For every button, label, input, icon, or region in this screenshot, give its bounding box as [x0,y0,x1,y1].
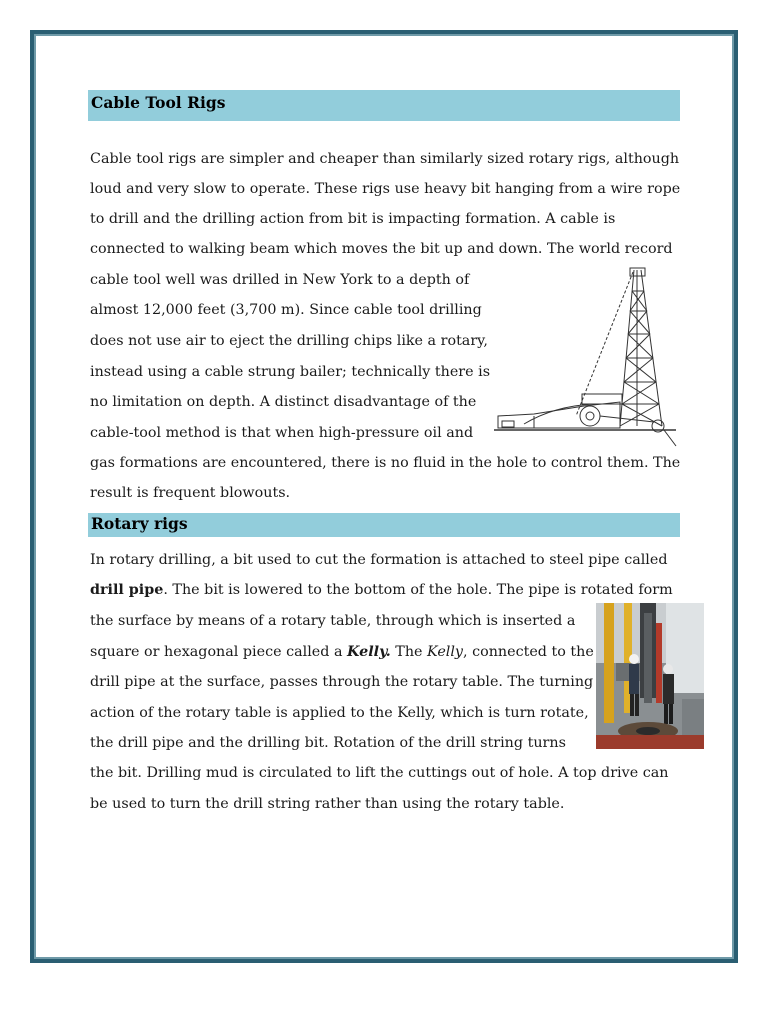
paragraph-line: to drill and the drilling action from bit is impacting formation. A cable is [90,211,616,227]
paragraph-line: action of the rotary table is applied to the Kelly, which is turn rotate, [90,705,589,721]
heading-cable-tool-rigs: Cable Tool Rigs [88,90,680,121]
paragraph-line: result is frequent blowouts. [90,485,291,501]
paragraph-line: does not use air to eject the drilling chips like a rotary, [90,333,488,349]
paragraph-line: the surface by means of a rotary table, through which is inserted a [90,613,576,629]
rotary-rig-floor-photo [596,603,704,749]
paragraph-line: almost 12,000 feet (3,700 m). Since cable tool drilling [90,302,482,318]
paragraph-line: no limitation on depth. A distinct disadvantage of the [90,394,477,410]
cable-tool-rig-illustration [494,266,680,452]
paragraph-line: cable tool well was drilled in New York to a depth of [90,272,470,288]
paragraph-line [90,642,594,662]
term-kelly: Kelly. [347,644,391,660]
text-run: The [390,644,428,660]
term-drill-pipe: drill pipe [90,582,164,598]
text-run: , connected to the [463,644,594,660]
paragraph-line: the bit. Drilling mud is circulated to lift the cuttings out of hole. A top drive can [90,765,669,781]
text-run: . The bit is lowered to the bottom of the hole. The pipe is rotated form [163,582,673,598]
paragraph-line: In rotary drilling, a bit used to cut the formation is attached to steel pipe called [90,552,668,568]
paragraph-line: instead using a cable strung bailer; technically there is [90,364,491,380]
paragraph-line: Cable tool rigs are simpler and cheaper than similarly sized rotary rigs, although [90,151,680,167]
paragraph-line: the drill pipe and the drilling bit. Rotation of the drill string turns [90,735,566,751]
paragraph-line: drill pipe at the surface, passes through the rotary table. The turning [90,674,594,690]
paragraph-line: gas formations are encountered, there is no fluid in the hole to control them. The [90,455,681,471]
paragraph-line [90,580,673,600]
paragraph-line: loud and very slow to operate. These rigs use heavy bit hanging from a wire rope [90,181,681,197]
text-run: square or hexagonal piece called a [90,644,348,660]
paragraph-line: be used to turn the drill string rather than using the rotary table. [90,796,565,812]
paragraph-line: connected to walking beam which moves the bit up and down. The world record [90,241,673,257]
paragraph-line: cable-tool method is that when high-pressure oil and [90,425,474,441]
term-kelly-italic: Kelly [427,644,464,660]
heading-rotary-rigs: Rotary rigs [88,513,680,537]
